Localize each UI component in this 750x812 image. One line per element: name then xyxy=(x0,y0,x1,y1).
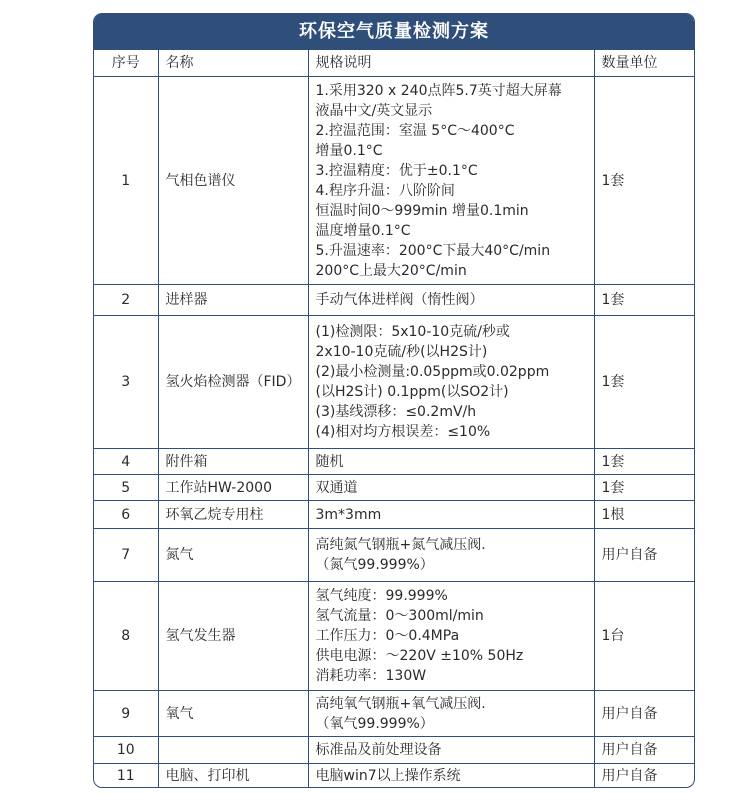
equipment-table xyxy=(94,50,695,788)
table-title: 环保空气质量检测方案 xyxy=(94,14,694,50)
spec-line: 4.程序升温：八阶阶间 xyxy=(315,182,455,199)
row-index: 9 xyxy=(94,691,158,737)
table-row xyxy=(94,475,695,501)
table-row xyxy=(94,691,695,737)
row-name: 工作站HW-2000 xyxy=(158,475,308,501)
table-row xyxy=(94,582,695,691)
header-row xyxy=(94,50,695,77)
header-index: 序号 xyxy=(94,50,158,77)
row-index: 6 xyxy=(94,501,158,529)
table-row xyxy=(94,285,695,316)
row-name: 氢火焰检测器（FID） xyxy=(158,316,308,449)
table-row xyxy=(94,449,695,475)
row-name: 氮气 xyxy=(158,529,308,582)
row-qty: 1根 xyxy=(594,501,695,529)
spec-line: 温度增量0.1°C xyxy=(315,222,411,239)
spec-line: 手动气体进样阀（惰性阀） xyxy=(315,292,484,308)
row-spec xyxy=(308,737,594,764)
row-qty: 用户自备 xyxy=(594,764,695,788)
row-index: 11 xyxy=(94,764,158,788)
row-qty: 1套 xyxy=(594,475,695,501)
spec-line: (4)相对均方根误差：≤10% xyxy=(315,424,491,440)
row-index: 1 xyxy=(94,77,158,285)
row-index: 3 xyxy=(94,316,158,449)
spec-line: 标准品及前处理设备 xyxy=(315,742,442,758)
row-spec xyxy=(308,691,594,737)
spec-line: (2)最小检测量:0.05ppm或0.02ppm xyxy=(315,364,550,380)
spec-line: 随机 xyxy=(315,453,344,470)
spec-line: 增量0.1°C xyxy=(315,142,383,159)
spec-line: 2x10-10克硫/秒(以H2S计) xyxy=(315,344,488,360)
row-index: 2 xyxy=(94,285,158,316)
spec-line: （氧气99.999%） xyxy=(315,715,434,732)
spec-line: 1.采用320 x 240点阵5.7英寸超大屏幕 xyxy=(315,82,562,99)
spec-line: 5.升温速率：200°C下最大40°C/min xyxy=(315,242,551,259)
spec-line: (3)基线漂移：≤0.2mV/h xyxy=(315,404,477,420)
row-index: 10 xyxy=(94,737,158,764)
row-qty: 1套 xyxy=(594,449,695,475)
spec-line: 2.控温范围：室温 5°C～400°C xyxy=(315,122,515,139)
row-qty: 用户自备 xyxy=(594,529,695,582)
row-spec xyxy=(308,77,594,285)
spec-line: 3.控温精度：优于±0.1°C xyxy=(315,162,478,179)
row-spec xyxy=(308,501,594,529)
row-qty: 1套 xyxy=(594,316,695,449)
spec-line: 高纯氧气钢瓶+氧气减压阀. xyxy=(315,695,486,712)
row-qty: 1台 xyxy=(594,582,695,691)
row-name xyxy=(158,737,308,764)
spec-line: (以H2S计) 0.1ppm(以SO2计) xyxy=(315,384,509,400)
row-index: 7 xyxy=(94,529,158,582)
table-row xyxy=(94,316,695,449)
row-spec xyxy=(308,285,594,316)
spec-line: 200°C上最大20°C/min xyxy=(315,262,467,279)
spec-line: 工作压力：0～0.4MPa xyxy=(315,628,460,644)
row-spec xyxy=(308,529,594,582)
spec-line: （氮气99.999%） xyxy=(315,557,434,573)
row-spec xyxy=(308,316,594,449)
header-spec: 规格说明 xyxy=(308,50,594,77)
row-name: 附件箱 xyxy=(158,449,308,475)
plan-card xyxy=(93,13,695,788)
row-name: 电脑、打印机 xyxy=(158,764,308,788)
row-index: 8 xyxy=(94,582,158,691)
spec-line: 供电电源：～220V ±10% 50Hz xyxy=(315,648,524,664)
spec-line: 3m*3mm xyxy=(315,506,382,523)
spec-line: 电脑win7以上操作系统 xyxy=(315,767,461,784)
row-spec xyxy=(308,449,594,475)
row-spec xyxy=(308,582,594,691)
spec-line: 双通道 xyxy=(315,479,358,496)
row-spec xyxy=(308,764,594,788)
table-row xyxy=(94,529,695,582)
header-name: 名称 xyxy=(158,50,308,77)
row-qty: 1套 xyxy=(594,285,695,316)
spec-line: 氢气流量：0～300ml/min xyxy=(315,608,484,624)
spec-line: 氢气纯度：99.999% xyxy=(315,588,448,604)
spec-line: 高纯氮气钢瓶+氮气减压阀. xyxy=(315,537,486,553)
spec-line: (1)检测限：5x10-10克硫/秒或 xyxy=(315,324,510,340)
table-row xyxy=(94,501,695,529)
spec-line: 消耗功率：130W xyxy=(315,668,427,684)
row-spec xyxy=(308,475,594,501)
spec-line: 液晶中文/英文显示 xyxy=(315,102,433,119)
row-name: 氢气发生器 xyxy=(158,582,308,691)
header-qty: 数量单位 xyxy=(594,50,695,77)
row-name: 环氧乙烷专用柱 xyxy=(158,501,308,529)
spec-line: 恒温时间0～999min 增量0.1min xyxy=(315,202,529,219)
table-row xyxy=(94,764,695,788)
row-qty: 用户自备 xyxy=(594,737,695,764)
table-row xyxy=(94,737,695,764)
row-name: 气相色谱仪 xyxy=(158,77,308,285)
row-qty: 1套 xyxy=(594,77,695,285)
row-index: 4 xyxy=(94,449,158,475)
row-name: 氧气 xyxy=(158,691,308,737)
table-row xyxy=(94,77,695,285)
row-name: 进样器 xyxy=(158,285,308,316)
row-index: 5 xyxy=(94,475,158,501)
row-qty: 用户自备 xyxy=(594,691,695,737)
